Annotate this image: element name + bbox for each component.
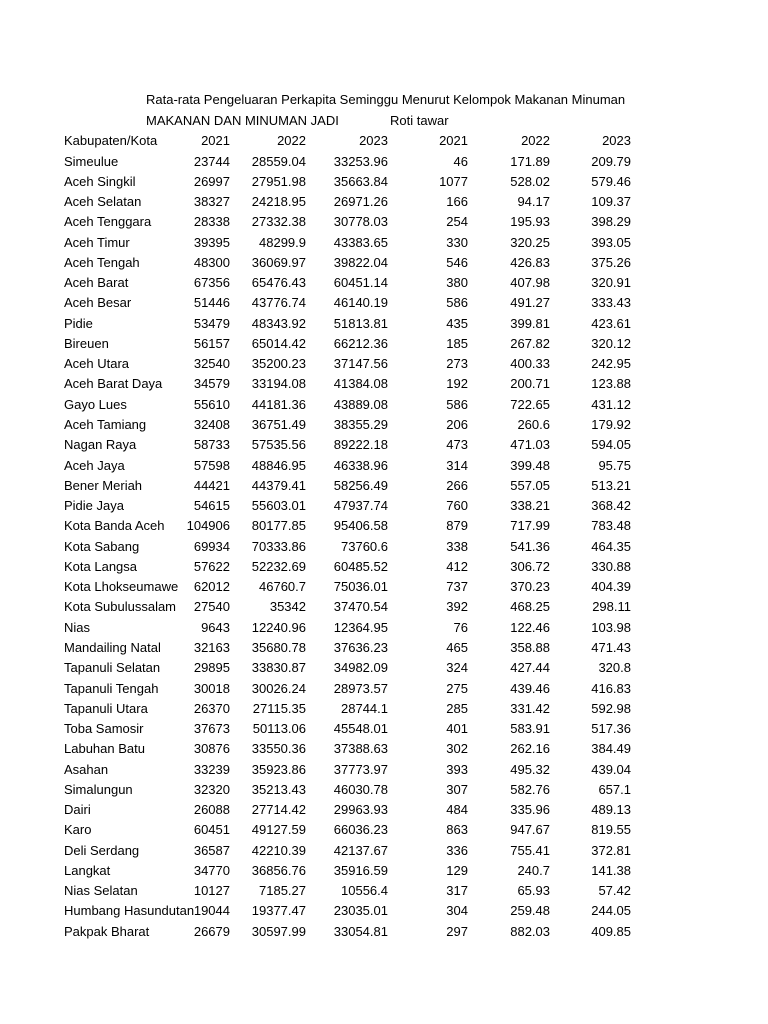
makanan-2023-cell[interactable]: 47937.74 xyxy=(333,498,388,514)
roti-2022-cell[interactable]: 400.33 xyxy=(510,356,550,372)
roti-2023-cell[interactable]: 320.8 xyxy=(598,660,631,676)
makanan-2021-cell[interactable]: 26997 xyxy=(193,173,230,189)
makanan-2022-cell[interactable]: 48299.9 xyxy=(259,234,306,250)
roti-2022-cell[interactable]: 260.6 xyxy=(517,417,550,432)
roti-2023-cell[interactable]: 423.61 xyxy=(591,315,631,331)
makanan-2021-cell[interactable]: 56157 xyxy=(193,335,230,351)
kabupaten-cell[interactable]: Mandailing Natal xyxy=(64,639,161,655)
roti-2022-cell[interactable]: 583.91 xyxy=(510,721,550,737)
roti-2021-cell[interactable]: 392 xyxy=(446,599,468,615)
roti-2021-cell[interactable]: 330 xyxy=(446,234,468,250)
kabupaten-cell[interactable]: Tapanuli Utara xyxy=(64,700,148,716)
roti-2022-cell[interactable]: 755.41 xyxy=(510,842,550,858)
kabupaten-cell[interactable]: Deli Serdang xyxy=(64,842,140,858)
makanan-2021-cell[interactable]: 34770 xyxy=(193,862,230,878)
kabupaten-cell[interactable]: Toba Samosir xyxy=(64,721,144,737)
roti-2023-cell[interactable]: 103.98 xyxy=(591,619,631,635)
kabupaten-cell[interactable]: Dairi xyxy=(64,802,91,818)
roti-2022-cell[interactable]: 882.03 xyxy=(510,923,550,939)
kabupaten-cell[interactable]: Aceh Besar xyxy=(64,295,132,311)
header-roti-2022[interactable]: 2022 xyxy=(521,133,550,148)
roti-2023-cell[interactable]: 513.21 xyxy=(591,477,631,493)
makanan-2021-cell[interactable]: 51446 xyxy=(193,295,230,311)
roti-2022-cell[interactable]: 262.16 xyxy=(510,741,550,757)
makanan-2021-cell[interactable]: 32408 xyxy=(193,417,230,432)
makanan-2022-cell[interactable]: 44181.36 xyxy=(251,396,306,412)
roti-2022-cell[interactable]: 947.67 xyxy=(510,822,550,838)
makanan-2022-cell[interactable]: 57535.56 xyxy=(251,437,306,453)
makanan-2021-cell[interactable]: 29895 xyxy=(193,660,230,676)
kabupaten-cell[interactable]: Kota Banda Aceh xyxy=(64,518,165,534)
makanan-2023-cell[interactable]: 33054.81 xyxy=(333,923,388,939)
roti-2023-cell[interactable]: 657.1 xyxy=(598,781,631,797)
roti-2022-cell[interactable]: 331.42 xyxy=(510,700,550,716)
makanan-2022-cell[interactable]: 19377.47 xyxy=(251,903,306,919)
roti-2022-cell[interactable]: 582.76 xyxy=(510,781,550,797)
makanan-2023-cell[interactable]: 37388.63 xyxy=(333,741,388,757)
roti-2023-cell[interactable]: 431.12 xyxy=(591,396,631,412)
roti-2023-cell[interactable]: 372.81 xyxy=(591,842,631,858)
roti-2023-cell[interactable]: 579.46 xyxy=(591,173,631,189)
roti-2021-cell[interactable]: 465 xyxy=(446,639,468,655)
roti-2022-cell[interactable]: 320.25 xyxy=(510,234,550,250)
makanan-2021-cell[interactable]: 26370 xyxy=(193,700,230,716)
makanan-2023-cell[interactable]: 26971.26 xyxy=(333,194,388,210)
roti-2023-cell[interactable]: 384.49 xyxy=(591,741,631,757)
makanan-2022-cell[interactable]: 27332.38 xyxy=(251,214,306,230)
roti-2023-cell[interactable]: 320.12 xyxy=(591,335,631,351)
roti-2022-cell[interactable]: 557.05 xyxy=(510,477,550,493)
roti-2021-cell[interactable]: 586 xyxy=(446,295,468,311)
kabupaten-cell[interactable]: Nias Selatan xyxy=(64,883,138,899)
makanan-2022-cell[interactable]: 42210.39 xyxy=(251,842,306,858)
roti-2023-cell[interactable]: 298.11 xyxy=(592,599,631,615)
group-header-roti-tawar[interactable]: Roti tawar xyxy=(390,113,449,128)
roti-2022-cell[interactable]: 717.99 xyxy=(510,518,550,534)
roti-2023-cell[interactable]: 416.83 xyxy=(591,680,631,696)
kabupaten-cell[interactable]: Karo xyxy=(64,822,92,838)
roti-2023-cell[interactable]: 368.42 xyxy=(591,498,631,514)
kabupaten-cell[interactable]: Aceh Utara xyxy=(64,356,130,372)
roti-2021-cell[interactable]: 266 xyxy=(446,477,468,493)
makanan-2022-cell[interactable]: 55603.01 xyxy=(251,498,306,514)
kabupaten-cell[interactable]: Aceh Tenggara xyxy=(64,214,152,230)
kabupaten-cell[interactable]: Kota Lhokseumawe xyxy=(64,579,179,595)
kabupaten-cell[interactable]: Labuhan Batu xyxy=(64,741,145,757)
roti-2021-cell[interactable]: 412 xyxy=(446,558,468,574)
roti-2023-cell[interactable]: 439.04 xyxy=(591,761,631,777)
roti-2023-cell[interactable]: 109.37 xyxy=(591,194,631,210)
makanan-2023-cell[interactable]: 41384.08 xyxy=(333,376,388,392)
makanan-2022-cell[interactable]: 48343.92 xyxy=(251,315,306,331)
makanan-2023-cell[interactable]: 73760.6 xyxy=(341,538,388,554)
makanan-2022-cell[interactable]: 50113.06 xyxy=(252,721,306,737)
roti-2023-cell[interactable]: 244.05 xyxy=(591,903,631,919)
roti-2023-cell[interactable]: 333.43 xyxy=(591,295,631,311)
makanan-2023-cell[interactable]: 95406.58 xyxy=(333,518,388,534)
kabupaten-cell[interactable]: Aceh Tengah xyxy=(64,254,140,270)
makanan-2021-cell[interactable]: 10127 xyxy=(193,883,230,899)
roti-2022-cell[interactable]: 468.25 xyxy=(510,599,550,615)
makanan-2021-cell[interactable]: 30876 xyxy=(193,741,230,757)
roti-2022-cell[interactable]: 200.71 xyxy=(510,376,550,392)
makanan-2023-cell[interactable]: 37636.23 xyxy=(333,639,388,655)
makanan-2023-cell[interactable]: 66212.36 xyxy=(333,335,388,351)
makanan-2021-cell[interactable]: 67356 xyxy=(193,275,230,291)
roti-2023-cell[interactable]: 179.92 xyxy=(591,417,631,432)
makanan-2021-cell[interactable]: 44421 xyxy=(193,477,230,493)
makanan-2021-cell[interactable]: 58733 xyxy=(193,437,230,453)
makanan-2021-cell[interactable]: 19044 xyxy=(193,903,230,919)
roti-2022-cell[interactable]: 427.44 xyxy=(510,660,550,676)
makanan-2023-cell[interactable]: 60485.52 xyxy=(333,558,388,574)
makanan-2021-cell[interactable]: 55610 xyxy=(193,396,230,412)
makanan-2022-cell[interactable]: 33194.08 xyxy=(251,376,306,392)
roti-2021-cell[interactable]: 192 xyxy=(446,376,468,392)
roti-2023-cell[interactable]: 594.05 xyxy=(591,437,631,453)
kabupaten-cell[interactable]: Humbang Hasundutan xyxy=(64,903,195,919)
kabupaten-cell[interactable]: Pidie Jaya xyxy=(64,498,124,514)
makanan-2022-cell[interactable]: 36856.76 xyxy=(251,862,306,878)
roti-2023-cell[interactable]: 517.36 xyxy=(591,721,631,737)
makanan-2021-cell[interactable]: 57598 xyxy=(193,457,230,473)
roti-2023-cell[interactable]: 95.75 xyxy=(598,457,631,473)
kabupaten-cell[interactable]: Kota Subulussalam xyxy=(64,599,177,615)
makanan-2021-cell[interactable]: 37673 xyxy=(193,721,230,737)
roti-2021-cell[interactable]: 879 xyxy=(446,518,468,534)
makanan-2021-cell[interactable]: 23744 xyxy=(193,153,230,169)
makanan-2021-cell[interactable]: 32540 xyxy=(193,356,230,372)
roti-2022-cell[interactable]: 122.46 xyxy=(510,619,550,635)
makanan-2023-cell[interactable]: 38355.29 xyxy=(333,417,388,432)
roti-2022-cell[interactable]: 407.98 xyxy=(510,275,550,291)
makanan-2022-cell[interactable]: 27951.98 xyxy=(251,173,306,189)
kabupaten-cell[interactable]: Aceh Jaya xyxy=(64,457,125,473)
roti-2022-cell[interactable]: 94.17 xyxy=(517,194,550,210)
header-makanan-2022[interactable]: 2022 xyxy=(277,133,306,148)
makanan-2023-cell[interactable]: 35663.84 xyxy=(333,173,388,189)
kabupaten-cell[interactable]: Langkat xyxy=(64,862,111,878)
roti-2021-cell[interactable]: 314 xyxy=(446,457,468,473)
roti-2023-cell[interactable]: 123.88 xyxy=(591,376,631,392)
makanan-2022-cell[interactable]: 35213.43 xyxy=(251,781,306,797)
makanan-2022-cell[interactable]: 7185.27 xyxy=(259,883,306,899)
roti-2021-cell[interactable]: 863 xyxy=(446,822,468,838)
roti-2021-cell[interactable]: 760 xyxy=(446,498,468,514)
makanan-2022-cell[interactable]: 35680.78 xyxy=(251,639,306,655)
kabupaten-cell[interactable]: Tapanuli Selatan xyxy=(64,660,161,676)
makanan-2023-cell[interactable]: 43889.08 xyxy=(333,396,388,412)
roti-2023-cell[interactable]: 404.39 xyxy=(591,579,631,595)
makanan-2022-cell[interactable]: 65014.42 xyxy=(251,335,306,351)
makanan-2022-cell[interactable]: 27115.35 xyxy=(252,700,306,716)
roti-2021-cell[interactable]: 324 xyxy=(446,660,468,676)
makanan-2022-cell[interactable]: 27714.42 xyxy=(251,802,306,818)
roti-2023-cell[interactable]: 242.95 xyxy=(591,356,631,372)
makanan-2022-cell[interactable]: 43776.74 xyxy=(251,295,306,311)
kabupaten-cell[interactable]: Aceh Timur xyxy=(64,234,130,250)
roti-2023-cell[interactable]: 141.38 xyxy=(591,862,631,878)
makanan-2022-cell[interactable]: 33550.36 xyxy=(251,741,306,757)
makanan-2023-cell[interactable]: 39822.04 xyxy=(333,254,388,270)
makanan-2022-cell[interactable]: 36751.49 xyxy=(251,417,306,432)
makanan-2022-cell[interactable]: 80177.85 xyxy=(251,518,306,534)
makanan-2023-cell[interactable]: 89222.18 xyxy=(333,437,388,453)
makanan-2021-cell[interactable]: 30018 xyxy=(193,680,230,696)
roti-2022-cell[interactable]: 439.46 xyxy=(510,680,550,696)
roti-2023-cell[interactable]: 409.85 xyxy=(591,923,631,939)
makanan-2023-cell[interactable]: 34982.09 xyxy=(333,660,388,676)
makanan-2023-cell[interactable]: 23035.01 xyxy=(333,903,388,919)
kabupaten-cell[interactable]: Asahan xyxy=(64,761,109,777)
kabupaten-cell[interactable]: Bener Meriah xyxy=(64,477,143,493)
makanan-2023-cell[interactable]: 37147.56 xyxy=(333,356,388,372)
roti-2022-cell[interactable]: 171.89 xyxy=(510,153,550,169)
kabupaten-cell[interactable]: Simalungun xyxy=(64,781,133,797)
makanan-2023-cell[interactable]: 51813.81 xyxy=(333,315,388,331)
makanan-2023-cell[interactable]: 29963.93 xyxy=(333,802,388,818)
roti-2021-cell[interactable]: 166 xyxy=(446,194,468,210)
roti-2021-cell[interactable]: 546 xyxy=(446,254,468,270)
roti-2022-cell[interactable]: 491.27 xyxy=(510,295,550,311)
roti-2021-cell[interactable]: 393 xyxy=(446,761,468,777)
makanan-2021-cell[interactable]: 32163 xyxy=(193,639,230,655)
roti-2022-cell[interactable]: 358.88 xyxy=(510,639,550,655)
roti-2021-cell[interactable]: 1077 xyxy=(439,173,468,189)
makanan-2021-cell[interactable]: 60451 xyxy=(193,822,230,838)
kabupaten-cell[interactable]: Aceh Selatan xyxy=(64,194,142,210)
roti-2023-cell[interactable]: 393.05 xyxy=(591,234,631,250)
roti-2021-cell[interactable]: 586 xyxy=(446,396,468,412)
roti-2021-cell[interactable]: 302 xyxy=(446,741,468,757)
roti-2022-cell[interactable]: 335.96 xyxy=(510,802,550,818)
roti-2023-cell[interactable]: 57.42 xyxy=(598,883,631,899)
roti-2022-cell[interactable]: 495.32 xyxy=(510,761,550,777)
makanan-2022-cell[interactable]: 33830.87 xyxy=(251,660,306,676)
makanan-2022-cell[interactable]: 35923.86 xyxy=(251,761,306,777)
header-makanan-2021[interactable]: 2021 xyxy=(201,133,230,148)
roti-2021-cell[interactable]: 297 xyxy=(446,923,468,939)
roti-2022-cell[interactable]: 259.48 xyxy=(510,903,550,919)
kabupaten-cell[interactable]: Nagan Raya xyxy=(64,437,137,453)
makanan-2021-cell[interactable]: 32320 xyxy=(193,781,230,797)
makanan-2021-cell[interactable]: 54615 xyxy=(193,498,230,514)
makanan-2022-cell[interactable]: 46760.7 xyxy=(259,579,306,595)
roti-2021-cell[interactable]: 76 xyxy=(453,619,468,635)
header-makanan-2023[interactable]: 2023 xyxy=(359,133,388,148)
makanan-2023-cell[interactable]: 43383.65 xyxy=(333,234,388,250)
roti-2021-cell[interactable]: 129 xyxy=(446,862,468,878)
makanan-2022-cell[interactable]: 70333.86 xyxy=(251,538,306,554)
roti-2023-cell[interactable]: 375.26 xyxy=(591,254,631,270)
makanan-2022-cell[interactable]: 65476.43 xyxy=(251,275,306,291)
roti-2022-cell[interactable]: 528.02 xyxy=(510,173,550,189)
roti-2022-cell[interactable]: 306.72 xyxy=(510,558,550,574)
kabupaten-cell[interactable]: Aceh Tamiang xyxy=(64,417,147,432)
makanan-2021-cell[interactable]: 33239 xyxy=(193,761,230,777)
makanan-2022-cell[interactable]: 28559.04 xyxy=(251,153,306,169)
roti-2021-cell[interactable]: 401 xyxy=(446,721,468,737)
makanan-2021-cell[interactable]: 57622 xyxy=(193,558,230,574)
header-roti-2021[interactable]: 2021 xyxy=(439,133,468,148)
kabupaten-cell[interactable]: Kota Langsa xyxy=(64,558,138,574)
roti-2022-cell[interactable]: 471.03 xyxy=(510,437,550,453)
kabupaten-cell[interactable]: Tapanuli Tengah xyxy=(64,680,159,696)
roti-2021-cell[interactable]: 380 xyxy=(446,275,468,291)
makanan-2023-cell[interactable]: 75036.01 xyxy=(333,579,388,595)
roti-2022-cell[interactable]: 195.93 xyxy=(510,214,550,230)
makanan-2021-cell[interactable]: 62012 xyxy=(193,579,230,595)
roti-2022-cell[interactable]: 426.83 xyxy=(510,254,550,270)
makanan-2023-cell[interactable]: 33253.96 xyxy=(333,153,388,169)
roti-2022-cell[interactable]: 541.36 xyxy=(510,538,550,554)
roti-2022-cell[interactable]: 338.21 xyxy=(510,498,550,514)
makanan-2022-cell[interactable]: 30597.99 xyxy=(251,923,306,939)
roti-2021-cell[interactable]: 273 xyxy=(446,356,468,372)
roti-2022-cell[interactable]: 722.65 xyxy=(510,396,550,412)
kabupaten-cell[interactable]: Pidie xyxy=(64,315,93,331)
makanan-2023-cell[interactable]: 28973.57 xyxy=(333,680,388,696)
roti-2023-cell[interactable]: 330.88 xyxy=(591,558,631,574)
group-header-makanan-minuman-jadi[interactable]: MAKANAN DAN MINUMAN JADI xyxy=(146,113,339,128)
makanan-2021-cell[interactable]: 26679 xyxy=(193,923,230,939)
roti-2023-cell[interactable]: 209.79 xyxy=(591,153,631,169)
roti-2022-cell[interactable]: 399.81 xyxy=(510,315,550,331)
roti-2023-cell[interactable]: 783.48 xyxy=(591,518,631,534)
makanan-2023-cell[interactable]: 37470.54 xyxy=(333,599,388,615)
makanan-2022-cell[interactable]: 24218.95 xyxy=(251,194,306,210)
makanan-2022-cell[interactable]: 48846.95 xyxy=(251,457,306,473)
makanan-2021-cell[interactable]: 9643 xyxy=(201,619,230,635)
makanan-2021-cell[interactable]: 26088 xyxy=(193,802,230,818)
roti-2021-cell[interactable]: 307 xyxy=(446,781,468,797)
makanan-2022-cell[interactable]: 36069.97 xyxy=(251,254,306,270)
roti-2021-cell[interactable]: 336 xyxy=(446,842,468,858)
makanan-2022-cell[interactable]: 35200.23 xyxy=(251,356,306,372)
makanan-2021-cell[interactable]: 48300 xyxy=(193,254,230,270)
roti-2023-cell[interactable]: 464.35 xyxy=(591,538,631,554)
roti-2022-cell[interactable]: 267.82 xyxy=(510,335,550,351)
kabupaten-cell[interactable]: Aceh Barat xyxy=(64,275,129,291)
roti-2023-cell[interactable]: 489.13 xyxy=(591,802,631,818)
roti-2021-cell[interactable]: 317 xyxy=(446,883,468,899)
makanan-2023-cell[interactable]: 58256.49 xyxy=(333,477,388,493)
roti-2022-cell[interactable]: 65.93 xyxy=(517,883,550,899)
kabupaten-cell[interactable]: Aceh Barat Daya xyxy=(64,376,163,392)
makanan-2023-cell[interactable]: 46338.96 xyxy=(333,457,388,473)
kabupaten-cell[interactable]: Nias xyxy=(64,619,91,635)
roti-2021-cell[interactable]: 338 xyxy=(446,538,468,554)
roti-2021-cell[interactable]: 185 xyxy=(446,335,468,351)
makanan-2021-cell[interactable]: 38327 xyxy=(193,194,230,210)
roti-2023-cell[interactable]: 320.91 xyxy=(591,275,631,291)
makanan-2021-cell[interactable]: 53479 xyxy=(193,315,230,331)
makanan-2023-cell[interactable]: 30778.03 xyxy=(333,214,388,230)
makanan-2022-cell[interactable]: 49127.59 xyxy=(251,822,306,838)
makanan-2023-cell[interactable]: 28744.1 xyxy=(341,700,388,716)
roti-2022-cell[interactable]: 240.7 xyxy=(517,862,550,878)
roti-2023-cell[interactable]: 819.55 xyxy=(591,822,631,838)
roti-2021-cell[interactable]: 206 xyxy=(446,417,468,432)
makanan-2022-cell[interactable]: 12240.96 xyxy=(251,619,306,635)
makanan-2023-cell[interactable]: 45548.01 xyxy=(333,721,388,737)
roti-2023-cell[interactable]: 592.98 xyxy=(591,700,631,716)
makanan-2023-cell[interactable]: 42137.67 xyxy=(333,842,388,858)
makanan-2022-cell[interactable]: 52232.69 xyxy=(251,558,306,574)
makanan-2023-cell[interactable]: 35916.59 xyxy=(333,862,388,878)
roti-2021-cell[interactable]: 484 xyxy=(446,802,468,818)
header-kabupaten[interactable]: Kabupaten/Kota xyxy=(64,133,158,148)
makanan-2021-cell[interactable]: 28338 xyxy=(193,214,230,230)
roti-2021-cell[interactable]: 254 xyxy=(446,214,468,230)
makanan-2022-cell[interactable]: 35342 xyxy=(269,599,306,615)
roti-2023-cell[interactable]: 471.43 xyxy=(591,639,631,655)
roti-2021-cell[interactable]: 275 xyxy=(446,680,468,696)
sheet-title[interactable]: Rata-rata Pengeluaran Perkapita Seminggu Menurut Kelompok Makanan Minuman xyxy=(146,92,626,107)
kabupaten-cell[interactable]: Pakpak Bharat xyxy=(64,923,150,939)
roti-2021-cell[interactable]: 435 xyxy=(446,315,468,331)
roti-2021-cell[interactable]: 46 xyxy=(453,153,468,169)
roti-2022-cell[interactable]: 370.23 xyxy=(510,579,550,595)
roti-2022-cell[interactable]: 399.48 xyxy=(510,457,550,473)
makanan-2021-cell[interactable]: 39395 xyxy=(193,234,230,250)
roti-2021-cell[interactable]: 285 xyxy=(446,700,468,716)
makanan-2021-cell[interactable]: 27540 xyxy=(193,599,230,615)
roti-2021-cell[interactable]: 737 xyxy=(446,579,468,595)
kabupaten-cell[interactable]: Aceh Singkil xyxy=(64,173,136,189)
header-roti-2023[interactable]: 2023 xyxy=(602,133,631,148)
makanan-2023-cell[interactable]: 66036.23 xyxy=(333,822,388,838)
makanan-2023-cell[interactable]: 12364.95 xyxy=(333,619,388,635)
makanan-2021-cell[interactable]: 69934 xyxy=(193,538,230,554)
roti-2023-cell[interactable]: 398.29 xyxy=(591,214,631,230)
makanan-2023-cell[interactable]: 46140.19 xyxy=(333,295,388,311)
makanan-2023-cell[interactable]: 37773.97 xyxy=(333,761,388,777)
makanan-2023-cell[interactable]: 46030.78 xyxy=(333,781,388,797)
makanan-2021-cell[interactable]: 104906 xyxy=(186,518,230,534)
kabupaten-cell[interactable]: Kota Sabang xyxy=(64,538,140,554)
roti-2021-cell[interactable]: 304 xyxy=(446,903,468,919)
makanan-2023-cell[interactable]: 10556.4 xyxy=(341,883,388,899)
makanan-2021-cell[interactable]: 34579 xyxy=(193,376,230,392)
makanan-2022-cell[interactable]: 30026.24 xyxy=(251,680,306,696)
makanan-2023-cell[interactable]: 60451.14 xyxy=(333,275,388,291)
makanan-2021-cell[interactable]: 36587 xyxy=(193,842,230,858)
kabupaten-cell[interactable]: Gayo Lues xyxy=(64,396,127,412)
roti-2021-cell[interactable]: 473 xyxy=(446,437,468,453)
kabupaten-cell[interactable]: Bireuen xyxy=(64,335,109,351)
makanan-2022-cell[interactable]: 44379.41 xyxy=(251,477,306,493)
kabupaten-cell[interactable]: Simeulue xyxy=(64,153,119,169)
